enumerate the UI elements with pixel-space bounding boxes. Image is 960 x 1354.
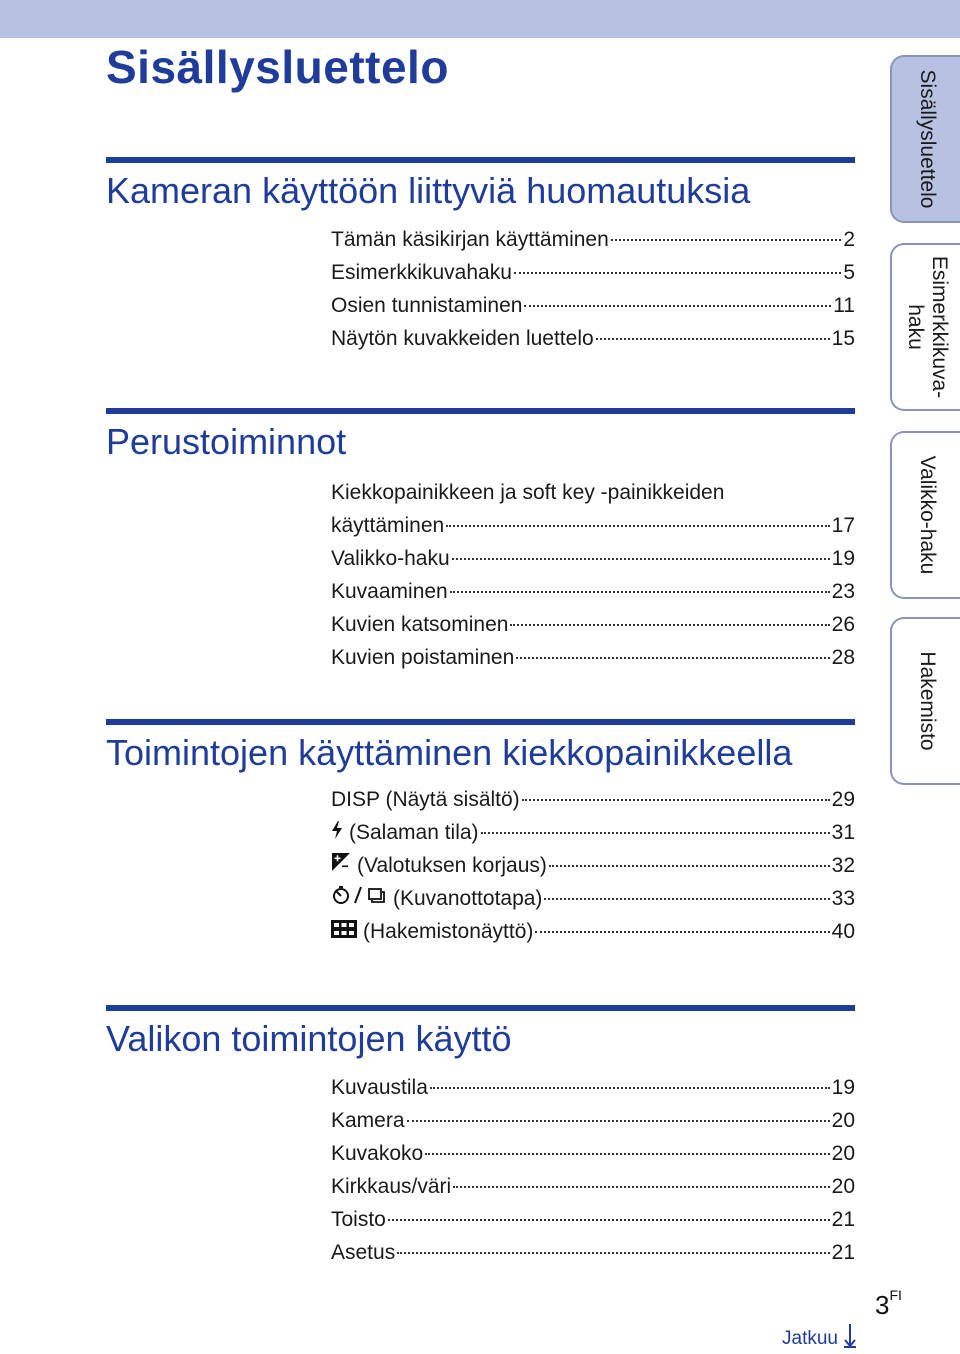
- toc-entry[interactable]: [331, 289, 855, 322]
- arrow-down-icon: [844, 1324, 856, 1354]
- toc-label: Kuvakoko: [331, 1142, 424, 1165]
- tab-label: Sisällysluettelo: [916, 69, 939, 209]
- toc-entry-multiline[interactable]: [331, 476, 855, 542]
- toc-page: 20: [831, 1175, 855, 1198]
- toc-label: Kuvaaminen: [331, 580, 448, 603]
- toc-label: Kamera: [331, 1109, 405, 1132]
- toc-entry[interactable]: [331, 915, 855, 948]
- toc-entry[interactable]: [331, 575, 855, 608]
- toc-entry[interactable]: [331, 256, 855, 289]
- toc-entry[interactable]: [331, 608, 855, 641]
- toc-label: Esimerkkikuvahaku: [331, 261, 512, 284]
- toc-page: 21: [831, 1208, 855, 1231]
- flash-icon: [331, 816, 343, 849]
- toc-label: Asetus: [331, 1241, 396, 1264]
- toc-page: 20: [831, 1109, 855, 1132]
- toc-page: 28: [831, 646, 855, 669]
- toc-label: (Kuvanottotapa): [393, 887, 543, 910]
- leader-dots: [596, 334, 830, 340]
- leader-dots: [388, 1215, 830, 1221]
- tab-label: Hakemisto: [916, 651, 939, 751]
- leader-dots: [453, 1182, 829, 1188]
- toc-label: Toisto: [331, 1208, 386, 1231]
- toc-entry[interactable]: [331, 1203, 855, 1236]
- toc-entry[interactable]: [331, 322, 855, 355]
- section-heading: Toimintojen käyttäminen kiekkopainikkeella: [106, 732, 793, 773]
- section-heading: Kameran käyttöön liittyviä huomautuksia: [106, 170, 751, 211]
- toc-label: (Hakemistonäyttö): [363, 920, 534, 943]
- toc-list: [331, 1071, 855, 1269]
- tab-contents[interactable]: [890, 55, 960, 223]
- toc-label-line1: Kiekkopainikkeen ja soft key -painikkeiden: [331, 481, 725, 504]
- toc-entry[interactable]: [331, 509, 855, 542]
- toc-entry[interactable]: [331, 882, 855, 915]
- toc-page: 17: [831, 514, 855, 537]
- leader-dots: [524, 301, 831, 307]
- leader-dots: [535, 927, 829, 933]
- toc-page: 15: [831, 327, 855, 350]
- section-rule: [106, 157, 855, 163]
- toc-entry[interactable]: [331, 223, 855, 256]
- toc-label: Osien tunnistaminen: [331, 294, 523, 317]
- leader-dots: [611, 235, 842, 241]
- tab-label: Valikko-haku: [916, 455, 939, 575]
- toc-label: (Salaman tila): [349, 821, 479, 844]
- section-heading: Perustoiminnot: [106, 421, 347, 462]
- leader-dots: [430, 1083, 830, 1089]
- toc-page: 32: [831, 854, 855, 877]
- toc-page: 33: [831, 887, 855, 910]
- leader-dots: [407, 1116, 830, 1122]
- toc-entry[interactable]: [331, 816, 855, 849]
- toc-label: Tämän käsikirjan käyttäminen: [331, 228, 609, 251]
- toc-label: Kuvien poistaminen: [331, 646, 515, 669]
- toc-page: 2: [843, 228, 855, 251]
- self-timer-drive-icon: [331, 882, 387, 915]
- section-rule: [106, 719, 855, 725]
- toc-entry[interactable]: [331, 1071, 855, 1104]
- toc-entry[interactable]: [331, 1137, 855, 1170]
- section-heading: Valikon toimintojen käyttö: [106, 1018, 512, 1059]
- toc-entry[interactable]: [331, 783, 855, 816]
- toc-page: 31: [831, 821, 855, 844]
- leader-dots: [450, 587, 830, 593]
- toc-list: [331, 783, 855, 948]
- toc-list: [331, 476, 855, 674]
- index-grid-icon: [331, 915, 357, 948]
- continue-label: Jatkuu: [782, 1328, 838, 1349]
- exposure-icon: [331, 849, 351, 882]
- toc-page: 21: [831, 1241, 855, 1264]
- toc-label: Valikko-haku: [331, 547, 450, 570]
- toc-label: käyttäminen: [331, 514, 445, 537]
- leader-dots: [481, 828, 830, 834]
- toc-label: Kirkkaus/väri: [331, 1175, 452, 1198]
- section-rule: [106, 408, 855, 414]
- leader-dots: [516, 653, 829, 659]
- toc-page: 20: [831, 1142, 855, 1165]
- section-notes: [106, 157, 855, 355]
- toc-entry[interactable]: [331, 641, 855, 674]
- toc-entry[interactable]: [331, 1170, 855, 1203]
- section-menu-functions: [106, 1005, 855, 1269]
- page-number: $3^{FI}$: [875, 1287, 902, 1320]
- toc-page: 5: [843, 261, 855, 284]
- toc-page: 40: [831, 920, 855, 943]
- tab-sample-search[interactable]: [890, 243, 960, 411]
- section-basics: [106, 408, 855, 674]
- tab-index[interactable]: [890, 617, 960, 785]
- top-band: [0, 0, 960, 38]
- section-rule: [106, 1005, 855, 1011]
- leader-dots: [522, 795, 830, 801]
- toc-page: 19: [831, 547, 855, 570]
- toc-list: [331, 223, 855, 355]
- tab-label: Esimerkkikuva- haku: [904, 255, 951, 399]
- toc-page: 19: [831, 1076, 855, 1099]
- leader-dots: [549, 861, 830, 867]
- toc-entry[interactable]: [331, 1236, 855, 1269]
- toc-label: DISP (Näytä sisältö): [331, 788, 520, 811]
- leader-dots: [452, 554, 830, 560]
- toc-page: 29: [831, 788, 855, 811]
- toc-label: Kuvien katsominen: [331, 613, 509, 636]
- toc-entry[interactable]: [331, 542, 855, 575]
- continue-link[interactable]: [782, 1324, 856, 1354]
- leader-dots: [446, 521, 829, 527]
- leader-dots: [514, 268, 841, 274]
- toc-page: 26: [831, 613, 855, 636]
- tab-menu-search[interactable]: [890, 431, 960, 599]
- toc-entry[interactable]: [331, 1104, 855, 1137]
- leader-dots: [510, 620, 829, 626]
- section-dial-functions: [106, 719, 855, 948]
- toc-page: 11: [833, 294, 855, 317]
- leader-dots: [544, 894, 829, 900]
- leader-dots: [397, 1248, 829, 1254]
- toc-page: 23: [831, 580, 855, 603]
- toc-label: Näytön kuvakkeiden luettelo: [331, 327, 594, 350]
- toc-label: Kuvaustila: [331, 1076, 428, 1099]
- leader-dots: [425, 1149, 829, 1155]
- toc-entry[interactable]: [331, 849, 855, 882]
- page-title: Sisällysluettelo: [106, 41, 449, 93]
- toc-label: (Valotuksen korjaus): [357, 854, 547, 877]
